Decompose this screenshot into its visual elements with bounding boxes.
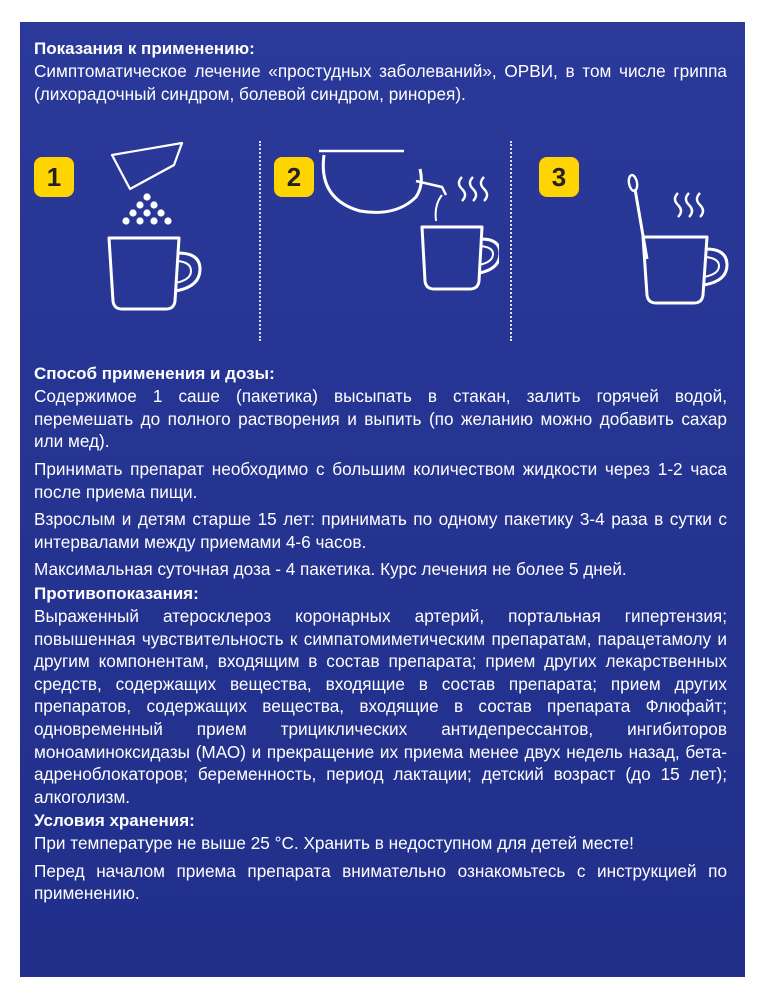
- storage-section: [34, 810, 727, 905]
- dosage-section: [34, 363, 727, 581]
- contraindications-text: Выраженный атеросклероз коронарных артерий, портальная гипертензия; повышенная чувствительность к симпатомиметическим препаратам, парацетамолу и другим компонентам, входящим в состав препарата; прием других лекарственных средств, содержащих вещества, входящие в состав препарата; прием других препаратов, содержащих вещества, входящие в состав препарата Флюфайт; одновременный прием трициклических антидепрессантов, ингибиторов моноаминоксидазы (МАО) и прекращение их приема менее двух недель назад, бета-адреноблокаторов; беременность, период лактации; детский возраст (до 15 лет); алкоголизм.: [34, 605, 727, 807]
- instruction-notice: Перед началом приема препарата внимательно ознакомьтесь с инструкцией по применению.: [34, 860, 727, 904]
- dosage-paragraph-4: Максимальная суточная доза - 4 пакетика. Курс лечения не более 5 дней.: [34, 559, 627, 580]
- step-2: [274, 141, 499, 341]
- dosage-paragraph-2: Принимать препарат необходимо с большим количеством жидкости через 1-2 часа после приема пищи.: [34, 458, 727, 502]
- contraindications-heading: Противопоказания:: [34, 583, 199, 603]
- step-number-badge: 2: [274, 157, 314, 197]
- dosage-paragraph-3: Взрослым и детям старше 15 лет: принимать по одному пакетику 3-4 раза в сутки с интервалами между приемами 4-6 часов.: [34, 509, 727, 552]
- indications-section: [34, 38, 727, 105]
- storage-text: При температуре не выше 25 °С. Хранить в недоступном для детей месте!: [34, 833, 634, 854]
- dosage-paragraph-1: Содержимое 1 саше (пакетика) высыпать в стакан, залить горячей водой, перемешать до полного растворения и выпить (по желанию можно добавить сахар или мед).: [34, 386, 727, 452]
- contraindications-section: [34, 583, 727, 808]
- step-number-badge: 1: [34, 157, 74, 197]
- step-1: [34, 141, 254, 341]
- step-number-badge: 3: [539, 157, 579, 197]
- storage-heading: Условия хранения:: [34, 811, 195, 831]
- dosage-heading: Способ применения и дозы:: [34, 364, 275, 384]
- indications-text: Симптоматическое лечение «простудных заболеваний», ОРВИ, в том числе гриппа (лихорадочный синдром, болевой синдром, ринорея).: [34, 61, 727, 104]
- indications-heading: Показания к применению:: [34, 39, 255, 58]
- preparation-steps: [34, 141, 727, 351]
- step-divider: [259, 141, 261, 341]
- step-divider: [510, 141, 512, 341]
- instruction-panel: [20, 22, 745, 977]
- step-3: [539, 141, 739, 341]
